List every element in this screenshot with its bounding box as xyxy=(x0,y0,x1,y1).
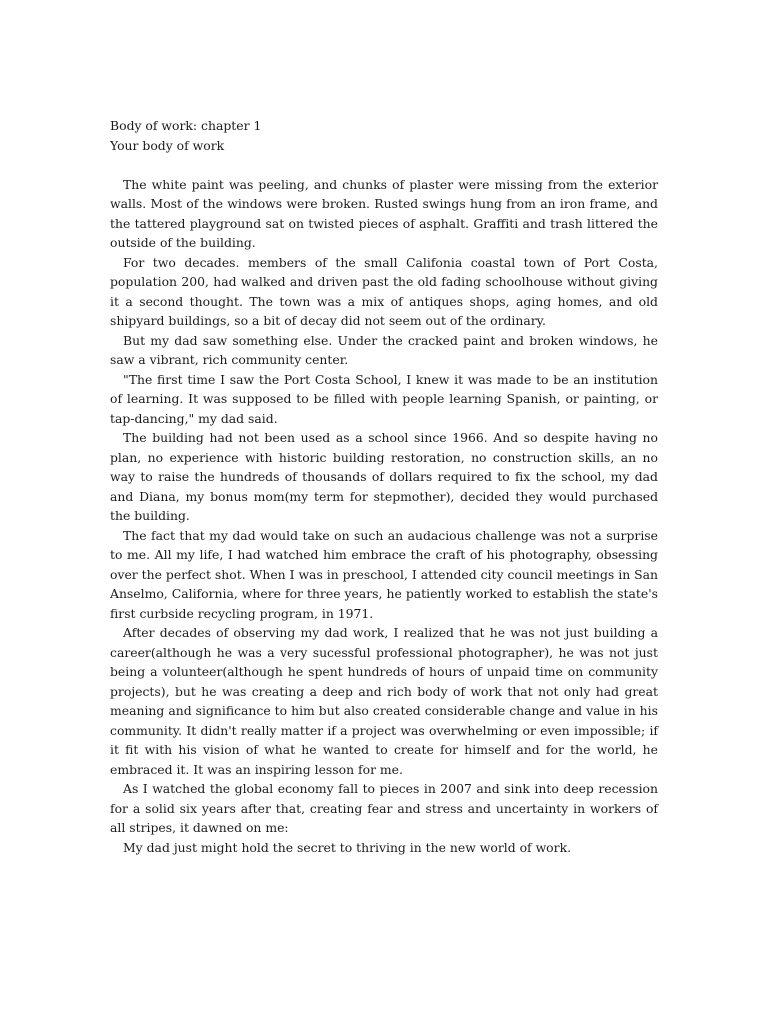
body-paragraph: But my dad saw something else. Under the cracked paint and broken windows, he saw a vibrant, rich community center. xyxy=(110,332,658,367)
body-paragraph: My dad just might hold the secret to thriving in the new world of work. xyxy=(123,839,572,855)
heading-spacer xyxy=(110,155,658,175)
body-paragraph: The white paint was peeling, and chunks of plaster were missing from the exterior walls. Most of the windows were broken. Rusted swings hung from an iron frame, and the tattered playground sat on twisted pieces of asphalt. Graffiti and trash littered the outside of the building. xyxy=(110,176,658,250)
body-paragraph: "The first time I saw the Port Costa School, I knew it was made to be an institution of learning. It was supposed to be filled with people learning Spanish, or painting, or tap-dancing," my dad said. xyxy=(110,371,658,426)
body-paragraph: As I watched the global economy fall to pieces in 2007 and sink into deep recession for a solid six years after that, creating fear and stress and uncertainty in workers of all stripes, it dawned on me: xyxy=(110,781,658,835)
body-paragraph: For two decades. members of the small Califonia coastal town of Port Costa, population 200, had walked and driven past the old fading schoolhouse without giving it a second thought. The town was a mix of antiques shops, aging homes, and old shipyard buildings, so a bit of decay did not seem out of the ordinary. xyxy=(110,254,658,328)
document-page xyxy=(110,116,658,857)
body-paragraph: The fact that my dad would take on such an audacious challenge was not a surprise to me. All my life, I had watched him embrace the craft of his photography, obsessing over the perfect shot. When I was in preschool, I attended city council meetings in San Anselmo, California, where for three years, he patiently worked to establish the state's first curbside recycling program, in 1971. xyxy=(110,527,658,621)
chapter-label: Body of work: chapter 1 xyxy=(110,118,262,133)
body-paragraph: After decades of observing my dad work, I realized that he was not just building a career(although he was a very sucessful professional photographer), he was not just being a volunteer(although he spent hundreds of hours of unpaid time on community projects), but he was creating a deep and rich body of work that not only had great meaning and significance to him but also created considerable change and value in his community. It didn't really matter if a project was overwhelming or even impossible; if it fit with his vision of what he wanted to create for himself and for the world, he embraced it. It was an inspiring lesson for me. xyxy=(110,625,658,777)
chapter-title: Your body of work xyxy=(110,137,225,153)
body-paragraph: The building had not been used as a school since 1966. And so despite having no plan, no experience with historic building restoration, no construction skills, an no way to raise the hundreds of thousands of dollars required to fix the school, my dad and Diana, my bonus mom(my term for stepmother), decided they would purchased the building. xyxy=(110,430,658,523)
